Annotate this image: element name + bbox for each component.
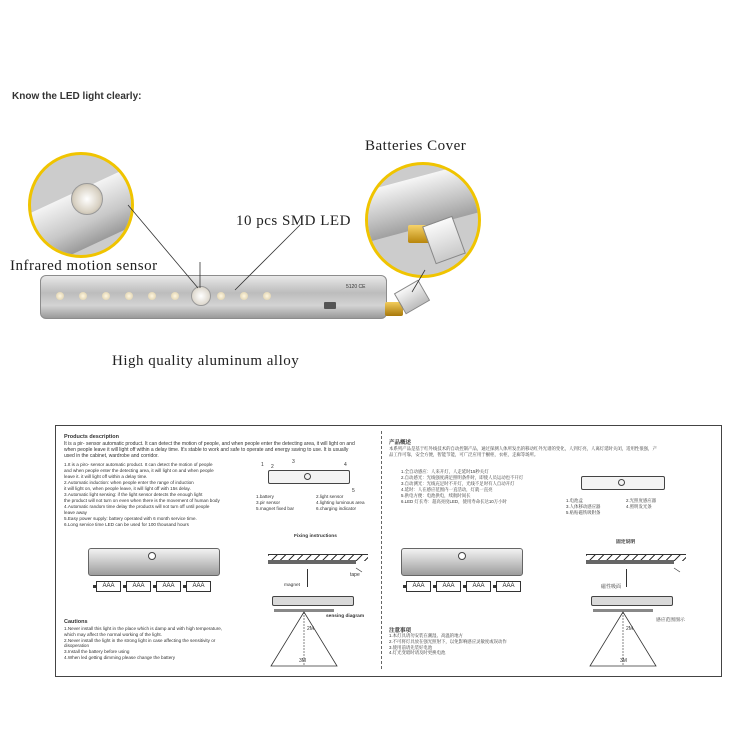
en-intro-line: It is a pir- sensor automatic product. It can detect the motion of people, and when people enter the detecting area, it will light on and — [64, 441, 355, 447]
cn-intro-line: 本系列产品是基于红外线技术的自动控制产品，通过探测人体所发出的移动红外光谱的变化，人到灯亮，人离灯延时关闭，适用性很强，产 — [389, 446, 657, 451]
cn-battery-icon: AAA — [466, 581, 491, 592]
label-aluminum-alloy: High quality aluminum alloy — [112, 353, 300, 369]
cn-cautions-title: 注意事项 — [389, 628, 412, 634]
cn-distance-v: 2M — [626, 626, 633, 632]
instruction-sheet — [55, 425, 722, 677]
en-battery-icon: AAA — [156, 581, 181, 592]
en-magnet-label: magnet — [284, 583, 300, 588]
en-legend-item: 3.pir sensor — [256, 500, 281, 506]
en-part-num-3: 3 — [292, 459, 295, 465]
en-section-title: Products description — [64, 434, 120, 440]
cn-battery-icon: AAA — [406, 581, 431, 592]
cn-feature-line: 5.供电方便：电池供电，续航时间长 — [401, 493, 471, 498]
cn-fixing-title: 固定说明 — [616, 540, 636, 545]
en-intro-line: used in the cabinet, wardrobe and corridor. — [64, 453, 159, 460]
cn-feature-line: 4.延时：人在感应范围内一直活动，灯就一直亮 — [401, 487, 493, 492]
cn-distance-h: 3M — [620, 658, 627, 664]
photo-heading: Know the LED light clearly: — [12, 91, 142, 102]
en-feature-line: 2.Automatic induction: when people enter the range of induction — [64, 480, 194, 485]
en-feature-line: leave away — [64, 510, 87, 515]
label-batteries-cover: Batteries Cover — [365, 138, 467, 154]
en-battery-icon: AAA — [186, 581, 211, 592]
cn-feature-line: 3.自动测光：光线充足时不开灯，光线不足时有人自动开灯 — [401, 481, 515, 486]
en-intro-line: when people leave it will light off within a delay time. It's stable to work and safe to operate and energy saving to use. It is usually — [64, 447, 349, 454]
en-caution-line: 2.Never install the light in the strong light in case affecting the sensitivity or — [64, 637, 216, 643]
cn-caution-line: 4.灯光变暗时请及时更换电池 — [389, 650, 446, 656]
en-caution-line: disoperation — [64, 643, 90, 649]
en-battery-icon: AAA — [96, 581, 121, 592]
label-motion-sensor: Infrared motion sensor — [10, 258, 158, 274]
en-legend-item: 5.magnet fixed bar — [256, 506, 295, 512]
cn-battery-icon: AAA — [496, 581, 521, 592]
cn-battery-icon: AAA — [436, 581, 461, 592]
en-legend-item: 2.light sensor — [316, 494, 344, 499]
en-feature-line: 5.Easy power supply: battery operated with 6 month service time. — [64, 516, 197, 521]
label-smd-led: 10 pcs SMD LED — [236, 213, 351, 229]
en-feature-line: 6.Long service time LED can be used for 100 thousand hours — [64, 522, 189, 527]
en-caution-line: 3.Install the battery before using — [64, 649, 130, 655]
cn-caution-line: 2.不可将灯具放在强光照射下，以免影响感应灵敏度或误动作 — [389, 638, 507, 644]
en-caution-line: 1.Never install this light in the place which is damp and with high temperature, — [64, 626, 223, 631]
en-feature-line: 1.It is a piro- sensor automatic product. It can detect the motion of people — [64, 462, 213, 467]
en-feature-line: the product will not turn on even when there is the movement of human body — [64, 498, 220, 503]
cn-feature-line: 6.LED 灯长寿：超高亮度LED，使用寿命长达10万小时 — [401, 499, 507, 504]
en-legend-item: 1.battery — [256, 494, 274, 499]
en-feature-line: it will light on, when people leave, it will light off with 15s delay. — [64, 486, 191, 491]
cn-legend-item: 1.电池盒 — [566, 498, 583, 503]
en-feature-line: 3.Automatic light sensing: if the light sensor detects the enough light — [64, 492, 203, 497]
cn-intro-line: 品工作可靠，安全方便，智能节能，可广泛应用于橱柜，衣柜，走廊等场所。 — [389, 452, 539, 458]
cn-feature-line: 1.全自动感应：人来开灯，人走延时15秒关灯 — [401, 469, 489, 474]
bar-marking: 5120 CE — [346, 284, 366, 290]
en-sensing-title: sensing diagram — [326, 614, 365, 619]
en-feature-line: leave it. it will light off within a delay time. — [64, 474, 148, 479]
en-battery-icon: AAA — [126, 581, 151, 592]
cn-caution-line: 1.本灯具请勿安装在潮湿、高温的地方 — [389, 633, 463, 638]
cn-legend-item: 4.照明发光条 — [626, 504, 652, 510]
cn-feature-line: 2.自动感光：光线强度满足照明条件时，即使人员运动也不开灯 — [401, 475, 524, 480]
en-legend-item: 6.charging indicator — [316, 506, 357, 512]
en-feature-line: and when people enter the detecting area, it will light on and when people — [64, 468, 214, 473]
cn-section-title: 产品概述 — [389, 440, 412, 446]
en-tape-label: tape — [350, 572, 360, 578]
en-part-num-2: 2 — [271, 464, 274, 470]
en-distance-h: 3M — [299, 658, 306, 664]
en-cautions-title: Cautions — [64, 619, 88, 625]
en-legend-item: 4.lighting luminous area — [316, 500, 365, 506]
cn-sensing-title: 感应范围图示 — [656, 618, 685, 623]
cn-caution-line: 3.使用前请先装好电池 — [389, 644, 433, 650]
en-part-num-1: 1 — [261, 462, 264, 468]
en-part-num-4: 4 — [344, 462, 347, 468]
cn-legend-item: 3.人体移动感应器 — [566, 504, 601, 510]
cn-magnet-label: 磁性吸面 — [601, 584, 622, 590]
en-distance-v: 2M — [307, 626, 314, 632]
cn-legend-item: 5.贴贴磁铁吸附条 — [566, 510, 601, 516]
en-caution-line: 4.When led getting dimming please change the battery — [64, 654, 176, 660]
en-fixing-title: Fixing instructions — [294, 534, 337, 539]
en-caution-line: which may affect the normal working of the light. — [64, 631, 162, 637]
sensing-diagrams — [56, 426, 721, 676]
en-feature-line: 4.Automatic random time delay the products will not turn off until people — [64, 504, 210, 509]
en-part-num-5: 5 — [352, 488, 355, 494]
cn-legend-item: 2.光照度感应器 — [626, 498, 657, 503]
